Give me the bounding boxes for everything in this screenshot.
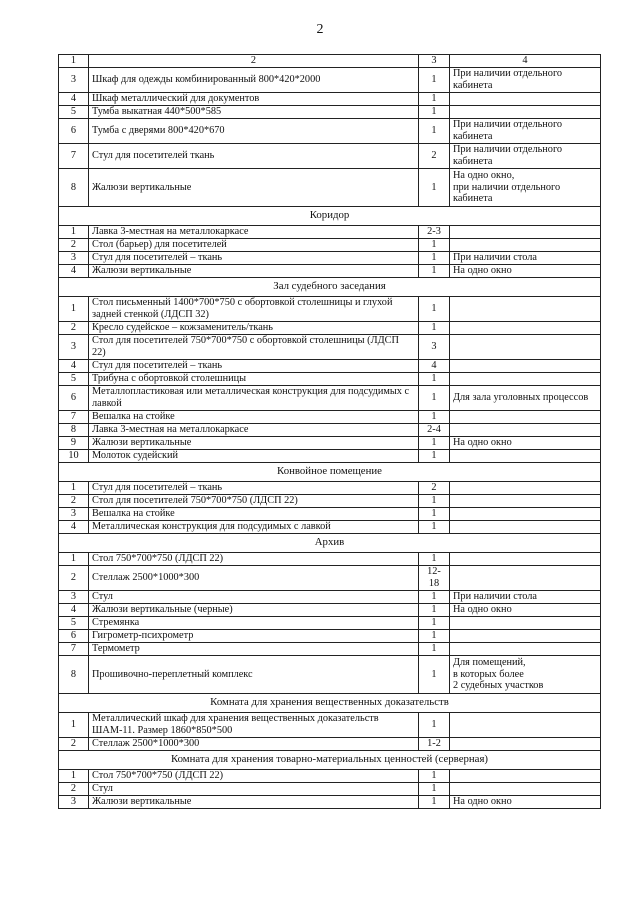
row-number: 4	[59, 521, 89, 534]
item-name: Тумба выкатная 440*500*585	[89, 106, 419, 119]
item-name: Вешалка на стойке	[89, 411, 419, 424]
item-quantity: 3	[419, 335, 450, 360]
item-name: Стол письменный 1400*700*750 с обортовкой столешницы и глухой задней стенкой (ЛДСП 32)	[89, 297, 419, 322]
row-number: 8	[59, 656, 89, 694]
table-row	[59, 252, 601, 265]
table-row	[59, 604, 601, 617]
row-number: 7	[59, 411, 89, 424]
item-note: На одно окно	[450, 437, 601, 450]
header-row	[59, 55, 601, 68]
row-number: 1	[59, 553, 89, 566]
table-row	[59, 119, 601, 144]
item-name: Лавка 3-местная на металлокаркасе	[89, 226, 419, 239]
item-name: Стул для посетителей – ткань	[89, 252, 419, 265]
item-quantity: 12-18	[419, 566, 450, 591]
item-note: При наличии отдельного кабинета	[450, 119, 601, 144]
section-row	[59, 534, 601, 553]
table-row	[59, 68, 601, 93]
item-quantity: 1	[419, 373, 450, 386]
item-note	[450, 617, 601, 630]
item-name: Стол для посетителей 750*700*750 (ЛДСП 22)	[89, 495, 419, 508]
item-name: Жалюзи вертикальные	[89, 437, 419, 450]
section-row	[59, 751, 601, 770]
section-title: Конвойное помещение	[59, 463, 601, 482]
table-row	[59, 770, 601, 783]
item-note	[450, 335, 601, 360]
row-number: 1	[59, 770, 89, 783]
item-note	[450, 93, 601, 106]
item-quantity: 1	[419, 169, 450, 207]
item-note	[450, 297, 601, 322]
item-name: Стол 750*700*750 (ЛДСП 22)	[89, 770, 419, 783]
item-name: Жалюзи вертикальные	[89, 796, 419, 809]
row-number: 3	[59, 591, 89, 604]
item-name: Кресло судейское – кожзаменитель/ткань	[89, 322, 419, 335]
row-number: 2	[59, 495, 89, 508]
item-quantity: 1	[419, 553, 450, 566]
item-quantity: 1	[419, 450, 450, 463]
row-number: 5	[59, 617, 89, 630]
item-note	[450, 450, 601, 463]
table-row	[59, 239, 601, 252]
row-number: 6	[59, 119, 89, 144]
item-quantity: 1-2	[419, 738, 450, 751]
row-number: 2	[59, 322, 89, 335]
header-col-2: 2	[89, 55, 419, 68]
table-row	[59, 482, 601, 495]
item-quantity: 1	[419, 297, 450, 322]
item-name: Шкаф металлический для документов	[89, 93, 419, 106]
item-quantity: 1	[419, 386, 450, 411]
item-note: При наличии стола	[450, 591, 601, 604]
item-quantity: 2	[419, 144, 450, 169]
row-number: 2	[59, 783, 89, 796]
item-quantity: 1	[419, 411, 450, 424]
item-note	[450, 322, 601, 335]
item-name: Вешалка на стойке	[89, 508, 419, 521]
item-quantity: 1	[419, 604, 450, 617]
table-row	[59, 796, 601, 809]
item-quantity: 1	[419, 508, 450, 521]
item-name: Лавка 3-местная на металлокаркасе	[89, 424, 419, 437]
item-quantity: 1	[419, 643, 450, 656]
table-row	[59, 335, 601, 360]
item-quantity: 1	[419, 68, 450, 93]
item-quantity: 1	[419, 713, 450, 738]
row-number: 7	[59, 144, 89, 169]
item-note: На одно окно, при наличии отдельного кабинета	[450, 169, 601, 207]
item-name: Стол для посетителей 750*700*750 с обортовкой столешницы (ЛДСП 22)	[89, 335, 419, 360]
header-col-4: 4	[450, 55, 601, 68]
header-col-1: 1	[59, 55, 89, 68]
table-row	[59, 713, 601, 738]
table-row	[59, 617, 601, 630]
table-row	[59, 450, 601, 463]
table-row	[59, 566, 601, 591]
item-note	[450, 508, 601, 521]
item-name: Стол (барьер) для посетителей	[89, 239, 419, 252]
item-note	[450, 566, 601, 591]
row-number: 2	[59, 566, 89, 591]
item-name: Прошивочно-переплетный комплекс	[89, 656, 419, 694]
section-title: Комната для хранения товарно-материальных ценностей (серверная)	[59, 751, 601, 770]
item-name: Жалюзи вертикальные	[89, 265, 419, 278]
row-number: 10	[59, 450, 89, 463]
item-quantity: 1	[419, 656, 450, 694]
section-title: Коридор	[59, 207, 601, 226]
table-row	[59, 643, 601, 656]
item-note	[450, 226, 601, 239]
item-name: Шкаф для одежды комбинированный 800*420*2000	[89, 68, 419, 93]
table-row	[59, 630, 601, 643]
item-quantity: 2-3	[419, 226, 450, 239]
header-col-3: 3	[419, 55, 450, 68]
table-row	[59, 553, 601, 566]
table-body	[59, 55, 601, 809]
item-note	[450, 239, 601, 252]
section-title: Зал судебного заседания	[59, 278, 601, 297]
table-row	[59, 437, 601, 450]
item-quantity: 1	[419, 265, 450, 278]
item-quantity: 1	[419, 521, 450, 534]
item-name: Стул	[89, 591, 419, 604]
item-note: При наличии стола	[450, 252, 601, 265]
table-row	[59, 656, 601, 694]
row-number: 6	[59, 630, 89, 643]
item-name: Металлическая конструкция для подсудимых с лавкой	[89, 521, 419, 534]
item-name: Стул	[89, 783, 419, 796]
item-name: Молоток судейский	[89, 450, 419, 463]
table-row	[59, 386, 601, 411]
item-quantity: 1	[419, 322, 450, 335]
item-quantity: 1	[419, 106, 450, 119]
row-number: 2	[59, 239, 89, 252]
item-name: Стул для посетителей ткань	[89, 144, 419, 169]
table-row	[59, 508, 601, 521]
row-number: 1	[59, 297, 89, 322]
table-row	[59, 93, 601, 106]
section-row	[59, 207, 601, 226]
row-number: 3	[59, 68, 89, 93]
item-quantity: 1	[419, 119, 450, 144]
row-number: 1	[59, 713, 89, 738]
item-quantity: 1	[419, 239, 450, 252]
item-note	[450, 360, 601, 373]
item-note	[450, 482, 601, 495]
item-quantity: 1	[419, 796, 450, 809]
item-note	[450, 424, 601, 437]
row-number: 5	[59, 106, 89, 119]
table-row	[59, 297, 601, 322]
row-number: 2	[59, 738, 89, 751]
item-name: Стеллаж 2500*1000*300	[89, 566, 419, 591]
item-note: На одно окно	[450, 604, 601, 617]
item-note: При наличии отдельного кабинета	[450, 144, 601, 169]
row-number: 3	[59, 335, 89, 360]
item-note: На одно окно	[450, 796, 601, 809]
item-quantity: 1	[419, 770, 450, 783]
item-name: Жалюзи вертикальные	[89, 169, 419, 207]
item-name: Металлопластиковая или металлическая конструкция для подсудимых с лавкой	[89, 386, 419, 411]
item-quantity: 1	[419, 93, 450, 106]
item-name: Жалюзи вертикальные (черные)	[89, 604, 419, 617]
item-note	[450, 106, 601, 119]
table-row	[59, 373, 601, 386]
row-number: 4	[59, 93, 89, 106]
item-quantity: 1	[419, 630, 450, 643]
row-number: 3	[59, 252, 89, 265]
table-row	[59, 495, 601, 508]
item-note: При наличии отдельного кабинета	[450, 68, 601, 93]
item-note: На одно окно	[450, 265, 601, 278]
row-number: 9	[59, 437, 89, 450]
item-quantity: 1	[419, 617, 450, 630]
table-row	[59, 144, 601, 169]
item-quantity: 2	[419, 482, 450, 495]
item-note	[450, 770, 601, 783]
item-name: Металлический шкаф для хранения вещественных доказательств ШАМ-11. Размер 1860*850*500	[89, 713, 419, 738]
item-note	[450, 643, 601, 656]
item-name: Тумба с дверями 800*420*670	[89, 119, 419, 144]
row-number: 5	[59, 373, 89, 386]
table-row	[59, 738, 601, 751]
item-name: Гигрометр-психрометр	[89, 630, 419, 643]
table-row	[59, 411, 601, 424]
table-row	[59, 424, 601, 437]
item-quantity: 1	[419, 252, 450, 265]
item-quantity: 1	[419, 783, 450, 796]
table-row	[59, 226, 601, 239]
section-row	[59, 694, 601, 713]
table-row	[59, 106, 601, 119]
page-number: 2	[316, 22, 324, 37]
item-quantity: 1	[419, 591, 450, 604]
row-number: 4	[59, 265, 89, 278]
item-note: Для помещений, в которых более 2 судебных участков	[450, 656, 601, 694]
table-row	[59, 169, 601, 207]
item-note	[450, 553, 601, 566]
item-quantity: 4	[419, 360, 450, 373]
item-name: Стул для посетителей – ткань	[89, 360, 419, 373]
row-number: 3	[59, 508, 89, 521]
row-number: 4	[59, 360, 89, 373]
row-number: 7	[59, 643, 89, 656]
section-title: Архив	[59, 534, 601, 553]
item-note: Для зала уголовных процессов	[450, 386, 601, 411]
item-note	[450, 713, 601, 738]
item-name: Стул для посетителей – ткань	[89, 482, 419, 495]
item-quantity: 1	[419, 495, 450, 508]
item-note	[450, 521, 601, 534]
item-note	[450, 495, 601, 508]
row-number: 1	[59, 226, 89, 239]
item-name: Стеллаж 2500*1000*300	[89, 738, 419, 751]
furniture-table	[58, 54, 601, 809]
section-title: Комната для хранения вещественных доказательств	[59, 694, 601, 713]
row-number: 3	[59, 796, 89, 809]
section-row	[59, 463, 601, 482]
item-note	[450, 630, 601, 643]
section-row	[59, 278, 601, 297]
item-name: Стремянка	[89, 617, 419, 630]
table-row	[59, 265, 601, 278]
item-note	[450, 373, 601, 386]
table-row	[59, 521, 601, 534]
item-name: Стол 750*700*750 (ЛДСП 22)	[89, 553, 419, 566]
item-name: Термометр	[89, 643, 419, 656]
table-row	[59, 783, 601, 796]
row-number: 6	[59, 386, 89, 411]
table-row	[59, 360, 601, 373]
item-quantity: 1	[419, 437, 450, 450]
table-row	[59, 322, 601, 335]
item-name: Трибуна с обортовкой столешницы	[89, 373, 419, 386]
row-number: 4	[59, 604, 89, 617]
row-number: 1	[59, 482, 89, 495]
item-note	[450, 411, 601, 424]
row-number: 8	[59, 169, 89, 207]
row-number: 8	[59, 424, 89, 437]
table-row	[59, 591, 601, 604]
item-quantity: 2-4	[419, 424, 450, 437]
item-note	[450, 738, 601, 751]
item-note	[450, 783, 601, 796]
